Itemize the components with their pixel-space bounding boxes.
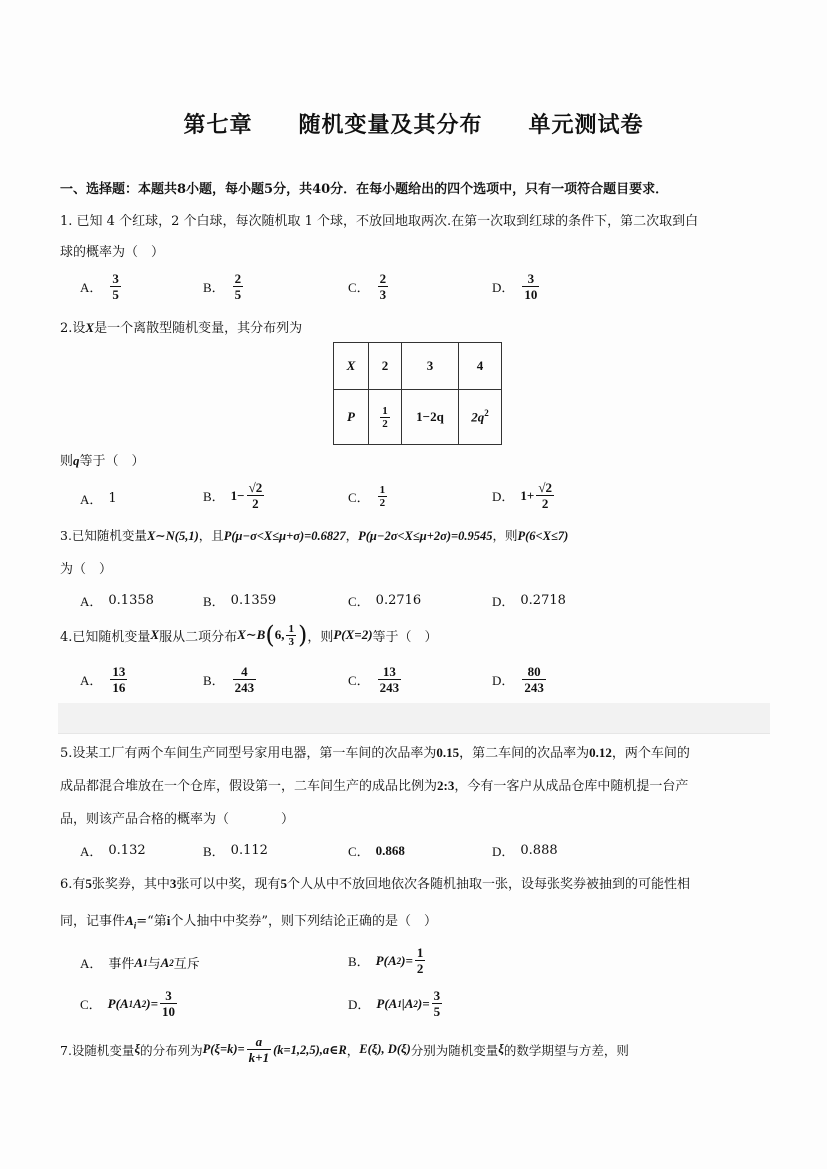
question-5-option-c[interactable]: C． 0.868: [348, 842, 405, 859]
question-2-option-d[interactable]: D． 1+ $\frac{√2}{2}$: [492, 480, 552, 511]
question-2-ask: 则q等于（ ）: [60, 453, 145, 469]
question-5-option-b[interactable]: B． 0.112: [203, 843, 268, 859]
section-heading: 一、选择题：本题共8小题，每小题5分，共40分．在每小题给出的四个选项中，只有一项符合题目要求．: [60, 182, 669, 197]
question-1-line-2: 球的概率为（ ）: [60, 245, 165, 260]
question-6-option-d[interactable]: D． P(A 1 |A 2 )= $\frac{3}{5}$: [348, 988, 441, 1019]
question-5-option-d[interactable]: D． 0.888: [492, 843, 558, 859]
question-3-option-c[interactable]: C． 0.2716: [348, 593, 422, 609]
question-4-option-d[interactable]: D． $\frac{80}{243}$: [492, 664, 544, 695]
question-6-option-a[interactable]: A． 事件 A 1 与 A 2 互斥: [80, 954, 200, 972]
question-4-stem: 4.已知随机变量 X 服从二项分布 X∼B ( 6, $\frac{1}{3}$ ) ，则 P(X=2) 等于（ ）: [60, 621, 438, 649]
question-1-option-a[interactable]: [80, 271, 123, 302]
distribution-table: [333, 342, 502, 445]
question-5-line-2: 成品都混合堆放在一个仓库，假设第一，二车间生产的成品比例为2:3，今有一客户从成品仓库中随机提一台产: [60, 778, 689, 794]
question-7-stem: 7.设随机变量 ξ 的分布列为 P(ξ=k)= $\frac{a}{k+1}$ (k=1,2,5),a∈R ， E(ξ), D(ξ) 分别为随机变量 ξ 的数学期望与方差，则: [60, 1034, 629, 1065]
question-6-option-b[interactable]: B． P(A 2 )= $\frac{1}{2}$: [348, 945, 424, 976]
question-1-option-d[interactable]: [492, 271, 541, 302]
question-6-line-1: 6.有5张奖券，其中3张可以中奖，现有5个人从中不放回地依次各随机抽取一张，设每张奖券被抽到的可能性相: [60, 876, 690, 892]
question-6-option-c[interactable]: C． P(A 1 A 2 )= $\frac{3}{10}$: [80, 988, 176, 1019]
question-2-stem: 2.设X是一个离散型随机变量，其分布列为: [60, 320, 303, 336]
page-title: 第七章 随机变量及其分布 单元测试卷: [183, 112, 644, 138]
option-label: B．: [203, 280, 225, 295]
question-4-option-b[interactable]: B． $\frac{4}{243}$: [203, 664, 255, 695]
question-3-option-a[interactable]: A． 0.1358: [80, 593, 154, 609]
question-6-line-2: 同，记事件$A_i=“$第i个人抽中中奖券”，则下列结论正确的是（ ）: [60, 913, 438, 931]
gray-separator-band: [58, 703, 770, 734]
fraction: $\frac{1}{3}$: [288, 622, 294, 648]
fraction: $\frac{2}{3}$: [379, 271, 387, 302]
fraction: $\frac{3}{5}$: [112, 271, 119, 302]
question-2-option-b[interactable]: B． 1− $\frac{√2}{2}$: [203, 480, 263, 511]
question-1-option-c[interactable]: [348, 271, 390, 302]
table-cell: 1−2q: [402, 390, 459, 445]
table-cell: $2q^2$: [459, 390, 502, 445]
question-4-option-a[interactable]: A． $\frac{13}{16}$: [80, 664, 126, 695]
question-5-line-1: 5.设某工厂有两个车间生产同型号家用电器，第一车间的次品率为0.15，第二车间的次品率为0.12，两个车间的: [60, 745, 690, 761]
question-3-stem: 3.已知随机变量X∼N(5,1)，且P(μ−σ<X≤μ+σ)=0.6827，P(μ−2σ<X≤μ+2σ)=0.9545，则P(6<X≤7): [60, 528, 569, 543]
fraction: $\frac{1}{2}$: [379, 484, 386, 509]
table-cell: X: [334, 343, 369, 390]
question-3-line-2: 为（ ）: [60, 562, 113, 577]
option-label: C．: [348, 280, 370, 295]
question-2-option-a[interactable]: A． 1: [80, 490, 117, 507]
question-5-line-3: 品，则该产品合格的概率为（ ）: [60, 812, 295, 827]
fraction: $\frac{2}{5}$: [234, 271, 242, 302]
question-1-line-1: 1. 已知 4 个红球，2 个白球，每次随机取 1 个球，不放回地取两次.在第一次取到红球的条件下，第二次取到白: [60, 214, 699, 229]
table-cell: 4: [459, 343, 502, 390]
question-1-option-b[interactable]: [203, 271, 245, 302]
table-cell: 3: [402, 343, 459, 390]
question-3-option-b[interactable]: B． 0.1359: [203, 593, 277, 609]
table-cell: $\frac{1}{2}$: [369, 390, 402, 445]
question-5-option-a[interactable]: A． 0.132: [80, 843, 146, 859]
question-4-option-c[interactable]: C． $\frac{13}{243}$: [348, 664, 400, 695]
table-cell: 2: [369, 343, 402, 390]
fraction: $\frac{√2}{2}$: [538, 480, 552, 511]
table-cell: P: [334, 390, 369, 445]
fraction: $\frac{√2}{2}$: [248, 480, 263, 511]
question-2-option-c[interactable]: C． $\frac{1}{2}$: [348, 484, 386, 509]
fraction: $\frac{3}{10}$: [524, 271, 538, 302]
option-label: D．: [492, 280, 515, 295]
option-label: A．: [80, 280, 103, 295]
question-3-option-d[interactable]: D． 0.2718: [492, 593, 566, 609]
